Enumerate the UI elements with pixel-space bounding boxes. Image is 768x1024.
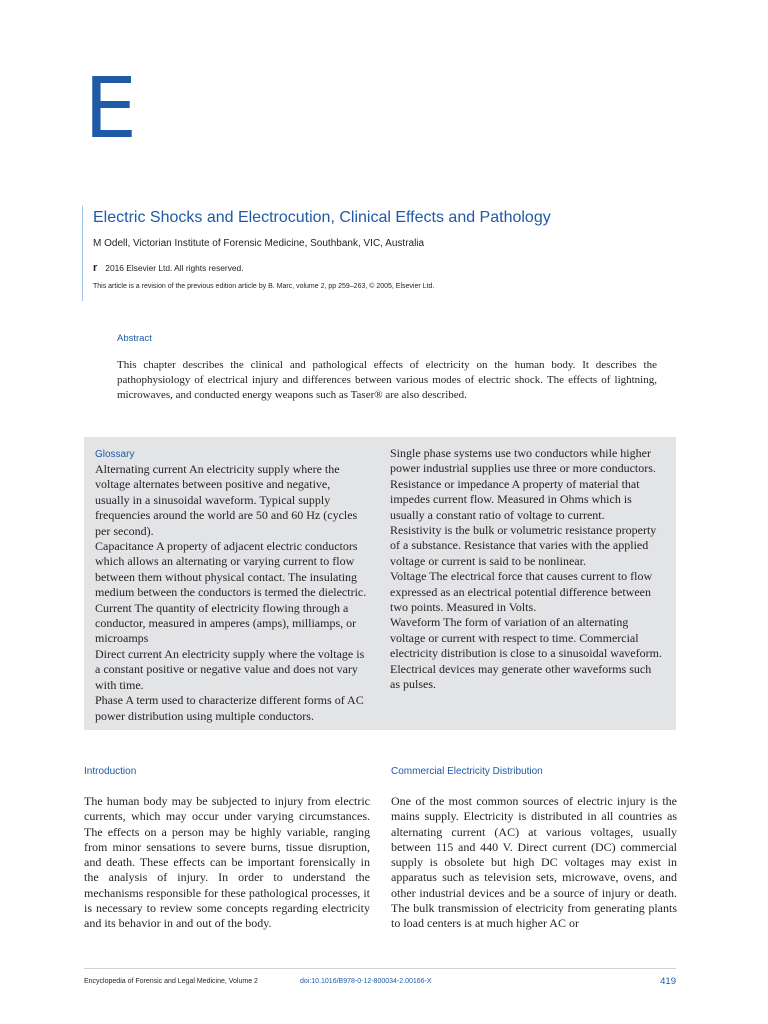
revision-note: This article is a revision of the previous edition article by B. Marc, volume 2, pp 259–263, © 2005, Elsevier Ltd.	[93, 283, 435, 290]
glossary-entry: Single phase systems use two conductors while higher power industrial supplies use three or more conductors.	[390, 446, 656, 476]
abstract-body: This chapter describes the clinical and pathological effects of electricity on the human body. It describes the pathophysiology of electrical injury and differences between various modes of electric shock. The effects of lightning, microwaves, and conducted energy weapons such as Taser® are also described.	[117, 359, 657, 401]
glossary-entry: Direct current An electricity supply where the voltage is a constant positive or negative value and does not vary with time.	[95, 646, 365, 692]
glossary-left-column	[95, 447, 367, 724]
copyright-icon: r	[93, 262, 98, 274]
copyright-line	[93, 262, 244, 274]
glossary-entry: Waveform The form of variation of an alternating voltage or current with respect to time. Commercial electricity distribution is close to a sinusoidal waveform. Electrical devices may generate other waveforms such as pulses.	[390, 615, 662, 692]
footer-doi-link[interactable]: doi:10.1016/B978-0-12-800034-2.00166-X	[300, 978, 432, 985]
introduction-body: The human body may be subjected to injury from electric currents, which may occur under varying circumstances. The effects on a person may be highly variable, ranging from minor sensations to severe burns, tissue disruption, and death. These effects can be important forensically in the analysis of injury. In order to understand the mechanisms responsible for these pathological processes, it is necessary to review some concepts regarding electricity and its behavior in and out of the body.	[84, 794, 370, 931]
glossary-entry: Capacitance A property of adjacent electric conductors which allows an alternating or varying current to flow between them without physical contact. The insulating medium between the conductors is termed the dielectric.	[95, 539, 367, 600]
glossary-entry: Alternating current An electricity supply where the voltage alternates between positive and negative, usually in a sinusoidal waveform. Typical supply frequencies around the world are 50 and 60 Hz (cycles per second).	[95, 462, 358, 538]
footer-journal-citation: Encyclopedia of Forensic and Legal Medicine, Volume 2	[84, 978, 258, 985]
glossary-heading: Glossary	[95, 449, 135, 460]
glossary-entry: Voltage The electrical force that causes current to flow expressed as an electrical potential difference between two points. Measured in Volts.	[390, 569, 653, 615]
commercial-distribution-heading: Commercial Electricity Distribution	[391, 766, 543, 777]
introduction-heading: Introduction	[84, 766, 137, 777]
glossary-right-column	[390, 446, 662, 693]
article-title: Electric Shocks and Electrocution, Clinical Effects and Pathology	[93, 209, 551, 226]
author-affiliation: M Odell, Victorian Institute of Forensic Medicine, Southbank, VIC, Australia	[93, 238, 425, 249]
page-number: 419	[660, 976, 676, 987]
glossary-entry: Phase A term used to characterize different forms of AC power distribution using multiple conductors.	[95, 693, 364, 723]
glossary-entry: Resistivity is the bulk or volumetric resistance property of a substance. Resistance that varies with the applied voltage or current is said to be nonlinear.	[390, 523, 657, 568]
commercial-distribution-body: One of the most common sources of electric injury is the mains supply. Electricity is distributed in all countries as alternating current (AC) at various voltages, usually between 115 and 440 V. Direct current (DC) commercial supply is obsolete but high DC voltages may exist in apparatus such as television sets, microwave, ovens, and other industrial devices and be a source of injury or death. The bulk transmission of electricity from generating plants to load centers is at much higher AC or	[391, 794, 677, 931]
copyright-text: 2016 Elsevier Ltd. All rights reserved.	[105, 263, 244, 273]
footer-divider	[84, 968, 676, 969]
abstract-heading: Abstract	[117, 333, 152, 344]
section-letter: E	[84, 59, 138, 157]
glossary-box	[84, 437, 676, 730]
glossary-entry: Resistance or impedance A property of material that impedes current flow. Measured in Ohms which is usually a constant ratio of voltage to current.	[390, 476, 640, 522]
glossary-entry: Current The quantity of electricity flowing through a conductor, measured in amperes (amps), milliamps, or microamps	[95, 600, 357, 646]
title-divider	[82, 206, 83, 301]
